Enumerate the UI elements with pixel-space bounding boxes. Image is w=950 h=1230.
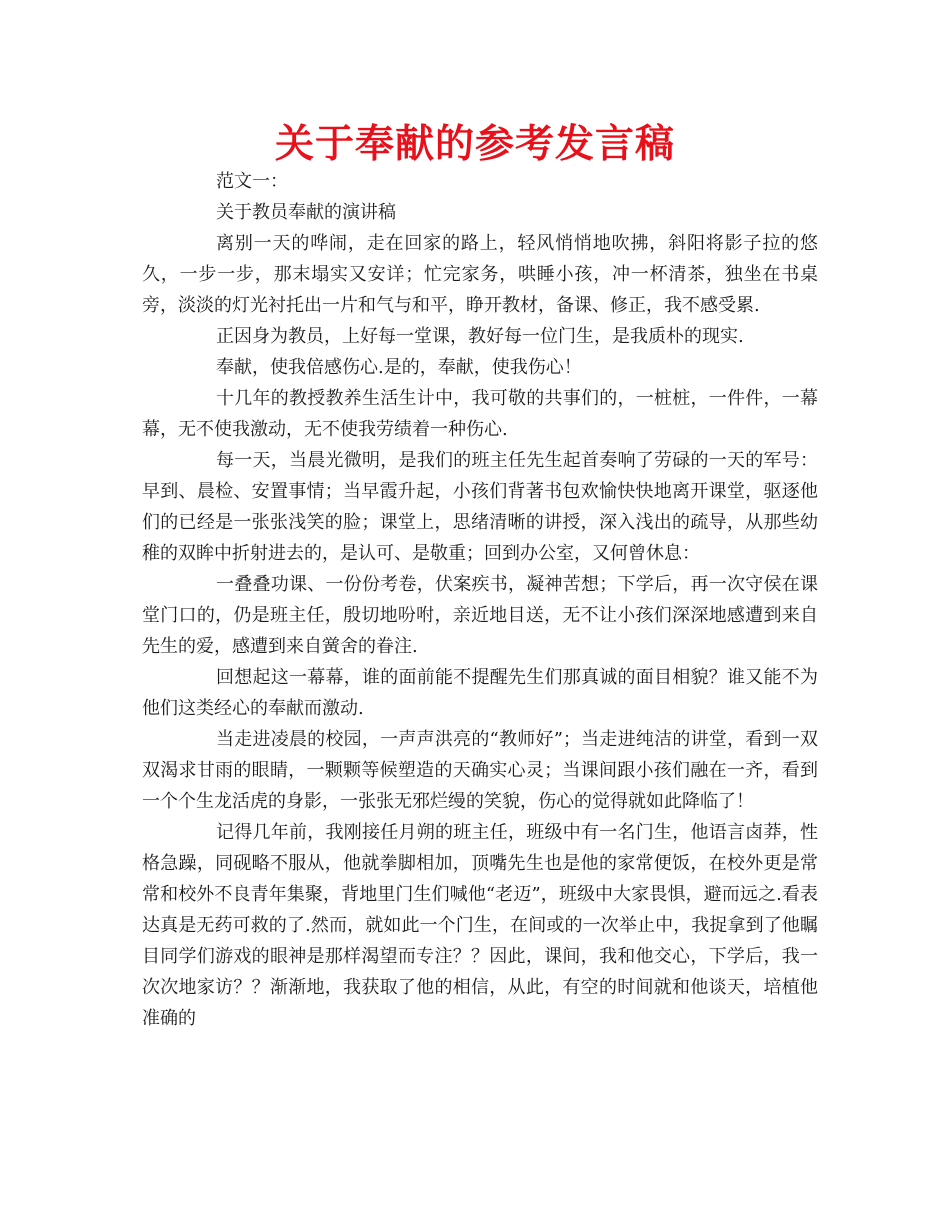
paragraph: 一叠叠功课、一份份考卷，伏案疾书，凝神苦想；下学后，再一次守侯在课堂门口的，仍是班主任，殷切地吩咐，亲近地目送，无不让小孩们深深地感遭到来自先生的爱，感遭到来自黉舍的眷注. xyxy=(142,574,818,657)
document-title: 关于奉献的参考发言稿 xyxy=(274,122,675,167)
paragraph-label: 范文一： xyxy=(216,171,288,192)
paragraph: 记得几年前，我刚接任月朔的班主任，班级中有一名门生，他语言卤莽，性格急躁，同砚略不服从，他就拳脚相加，顶嘴先生也是他的家常便饭，在校外更是常常和校外不良青年集聚，背地里门生们喊他“老迈”，班级中大家畏惧，避而远之.看表达真是无药可救的了.然而，就如此一个门生，在间或的一次举止中，我捉拿到了他瞩目同学们游戏的眼神是那样渴望而专注？？因此，课间，我和他交心，下学后，我一次次地家访？？渐渐地，我获取了他的相信，从此，有空的时间就和他谈天，培植他准确的 xyxy=(142,822,818,1029)
paragraph: 每一天，当晨光微明，是我们的班主任先生起首奏响了劳碌的一天的军号：早到、晨检、安置事情；当早霞升起，小孩们背著书包欢愉快快地离开课堂，驱逐他们的已经是一张张浅笑的脸；课堂上，思绪清晰的讲授，深入浅出的疏导，从那些幼稚的双眸中折射进去的，是认可、是敬重；回到办公室，又何曾休息： xyxy=(142,450,818,564)
document-body xyxy=(142,166,818,1034)
paragraph: 回想起这一幕幕，谁的面前能不提醒先生们那真诚的面目相貌？谁又能不为他们这类经心的奉献而激动. xyxy=(142,667,818,719)
paragraph: 当走进凌晨的校园，一声声洪亮的“教师好”；当走进纯洁的讲堂，看到一双双渴求甘雨的眼睛，一颗颗等候塑造的天确实心灵；当课间跟小孩们融在一齐，看到一个个生龙活虎的身影，一张张无邪烂缦的笑貌，伤心的觉得就如此降临了！ xyxy=(142,729,818,812)
paragraph: 正因身为教员，上好每一堂课，教好每一位门生，是我质朴的现实. xyxy=(216,326,744,347)
paragraph-subtitle: 关于教员奉献的演讲稿 xyxy=(216,202,396,223)
paragraph: 十几年的教授教养生活生计中，我可敬的共事们的，一桩桩，一件件，一幕幕，无不使我激动，无不使我劳绩着一种伤心. xyxy=(142,388,818,440)
paragraph: 奉献，使我倍感伤心.是的，奉献，使我伤心！ xyxy=(216,357,582,378)
paragraph: 离别一天的哗闹，走在回家的路上，轻风悄悄地吹拂，斜阳将影子拉的悠久，一步一步，那末塌实又安详；忙完家务，哄睡小孩，冲一杯清茶，独坐在书桌旁，淡淡的灯光衬托出一片和气与和平，睁开教材，备课、修正，我不感受累. xyxy=(142,233,818,316)
